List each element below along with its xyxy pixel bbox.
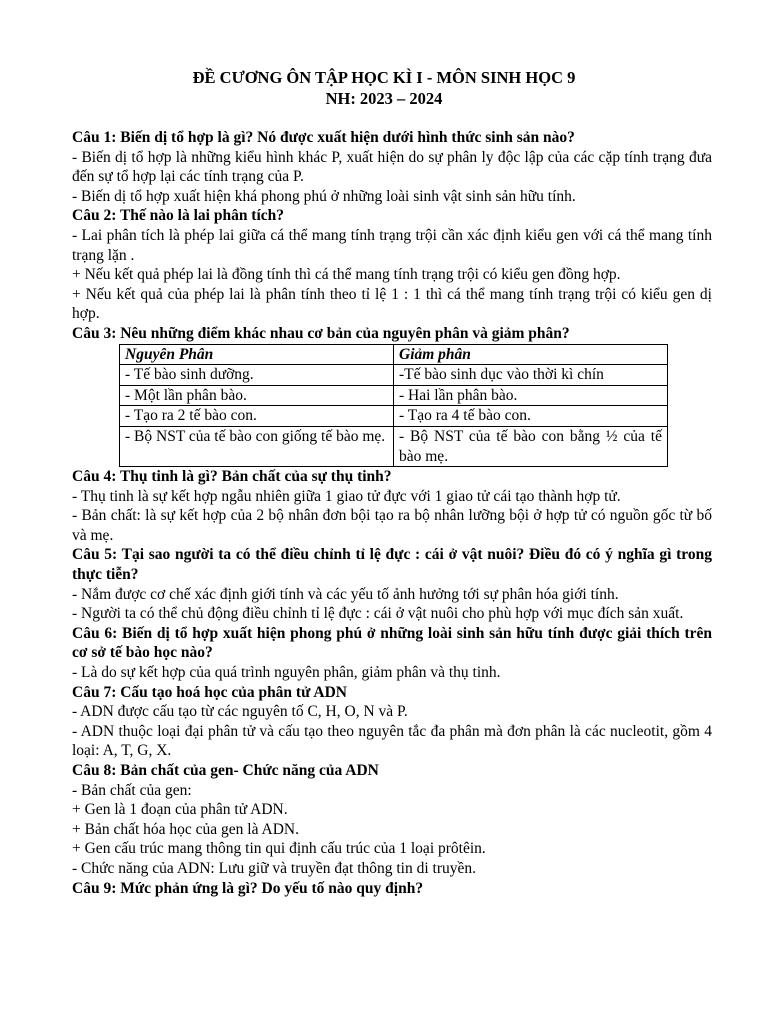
question-heading: Câu 3: Nêu những điểm khác nhau cơ bản của nguyên phân và giảm phân? — [72, 324, 570, 342]
table-cell: - Một lần phân bào. — [120, 385, 394, 406]
table-row — [120, 385, 668, 406]
table-cell: -Tế bào sinh dục vào thời kì chín — [394, 365, 668, 386]
answer-line: - Chức năng của ADN: Lưu giữ và truyền đạt thông tin di truyền. — [72, 859, 477, 877]
answer-line: - Bản chất: là sự kết hợp của 2 bộ nhân đơn bội tạo ra bộ nhân lưỡng bội ở hợp tử có nguồn gốc từ bố và mẹ. — [72, 507, 712, 544]
answer-line: + Bản chất hóa học của gen là ADN. — [72, 820, 299, 838]
question-heading: Câu 6: Biến dị tổ hợp xuất hiện phong phú ở những loài sinh sản hữu tính được giải thích trên cơ sở tế bào học nào? — [72, 624, 712, 662]
question-heading: Câu 5: Tại sao người ta có thể điều chỉnh tỉ lệ đực : cái ở vật nuôi? Điều đó có ý nghĩa gì trong thực tiễn? — [72, 546, 712, 584]
question-heading: Câu 9: Mức phản ứng là gì? Do yếu tố nào quy định? — [72, 879, 424, 897]
answer-line: - Nắm được cơ chế xác định giới tính và các yếu tố ảnh hưởng tới sự phân hóa giới tính. — [72, 585, 619, 603]
answer-line: - Người ta có thể chủ động điều chỉnh tỉ lệ đực : cái ở vật nuôi cho phù hợp với mục đích sản xuất. — [72, 605, 684, 623]
question-heading: Câu 7: Cấu tạo hoá học của phân tử ADN — [72, 683, 347, 701]
answer-line: - Lai phân tích là phép lai giữa cá thể mang tính trạng trội cần xác định kiểu gen với cá thể mang tính trạng lặn . — [72, 226, 712, 264]
question-heading: Câu 1: Biến dị tổ hợp là gì? Nó được xuất hiện dưới hình thức sinh sản nào? — [72, 129, 575, 146]
answer-line: + Nếu kết quả của phép lai là phân tính theo tỉ lệ 1 : 1 thì cá thể mang tính trạng trội có kiểu gen dị hợp. — [72, 285, 712, 323]
table-row — [120, 365, 668, 386]
answer-line: - Bản chất của gen: — [72, 781, 192, 799]
table-cell: - Bộ NST của tế bào con giống tế bào mẹ. — [120, 426, 394, 466]
answer-line: - ADN thuộc loại đại phân tử và cấu tạo theo nguyên tắc đa phân mà đơn phân là các nucleotit, gồm 4 loại: A, T, G, X. — [72, 722, 712, 760]
comparison-table — [119, 344, 668, 468]
answer-line: - Biến dị tổ hợp là những kiểu hình khác P, xuất hiện do sự phân ly độc lập của các cặp tính trạng đưa đến sự tổ hợp lại các tính trạng của P. — [72, 148, 712, 186]
table-row — [120, 426, 668, 466]
document-body — [72, 128, 712, 898]
table-header-cell: Nguyên Phân — [120, 344, 394, 365]
answer-line: - Là do sự kết hợp của quá trình nguyên phân, giảm phân và thụ tinh. — [72, 664, 501, 682]
question-heading: Câu 4: Thụ tinh là gì? Bản chất của sự thụ tinh? — [72, 468, 392, 486]
table-cell: - Tạo ra 2 tế bào con. — [120, 406, 394, 427]
question-heading: Câu 8: Bản chất của gen- Chức năng của ADN — [72, 762, 379, 779]
table-cell: - Tế bào sinh dưỡng. — [120, 365, 394, 386]
question-heading: Câu 2: Thế nào là lai phân tích? — [72, 207, 285, 225]
table-header-row — [120, 344, 668, 365]
answer-line: + Gen là 1 đoạn của phân tử ADN. — [72, 801, 288, 819]
answer-line: + Nếu kết quả phép lai là đồng tính thì cá thể mang tính trạng trội có kiểu gen đồng hợp. — [72, 266, 621, 284]
table-header-cell: Giảm phân — [394, 344, 668, 365]
document-title: ĐỀ CƯƠNG ÔN TẬP HỌC KÌ I - MÔN SINH HỌC 9 — [192, 68, 576, 87]
answer-line: - Biến dị tổ hợp xuất hiện khá phong phú ở những loài sinh vật sinh sản hữu tính. — [72, 187, 576, 205]
table-cell: - Hai lần phân bào. — [394, 385, 668, 406]
answer-line: - Thụ tinh là sự kết hợp ngẫu nhiên giữa 1 giao tử đực với 1 giao tử cái tạo thành hợp tử. — [72, 487, 621, 505]
table-cell: - Bộ NST của tế bào con bằng ½ của tế bào mẹ. — [394, 426, 668, 466]
table-cell: - Tạo ra 4 tế bào con. — [394, 406, 668, 427]
school-year: NH: 2023 – 2024 — [325, 89, 443, 108]
table-row — [120, 406, 668, 427]
answer-line: - ADN được cấu tạo từ các nguyên tố C, H, O, N và P. — [72, 703, 408, 721]
answer-line: + Gen cấu trúc mang thông tin qui định cấu trúc của 1 loại prôtêin. — [72, 840, 486, 858]
